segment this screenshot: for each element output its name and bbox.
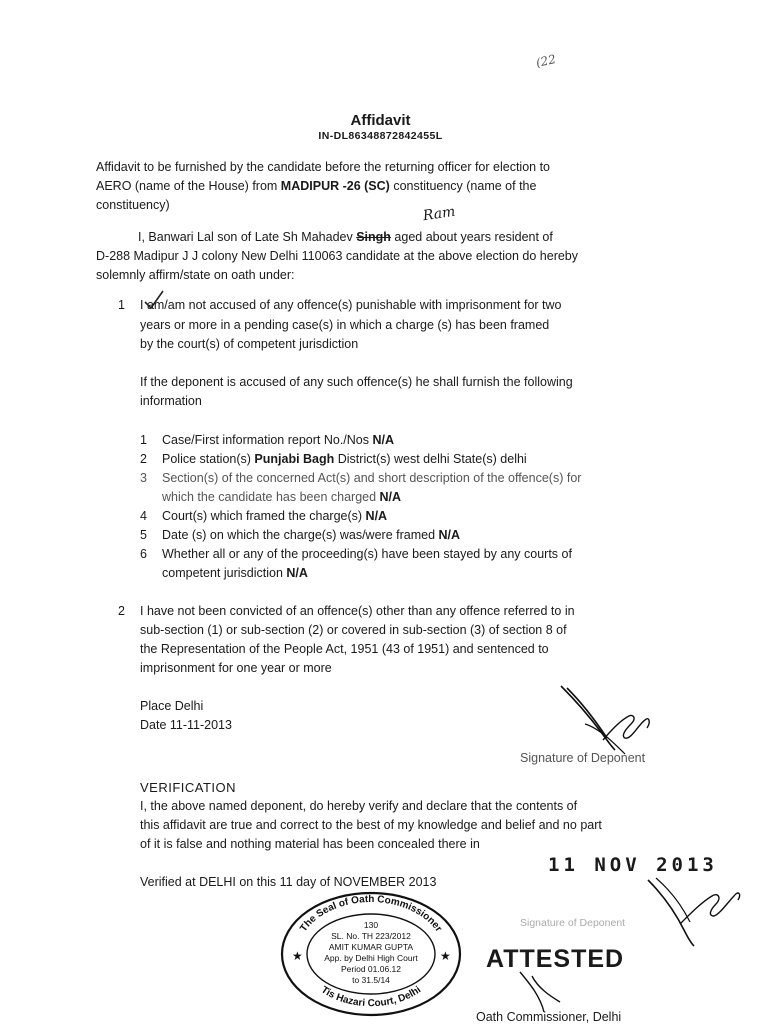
deponent-line-2: D-288 Madipur J J colony New Delhi 110063 candidate at the above election do hereby bbox=[96, 249, 579, 263]
date-stamp: 11 NOV 2013 bbox=[548, 854, 718, 876]
place-label: Place Delhi bbox=[140, 699, 204, 713]
subitem-text: Court(s) which framed the charge(s) bbox=[162, 509, 366, 523]
deponent-text-c: aged about years resident of bbox=[390, 230, 553, 244]
subitem-1 bbox=[140, 431, 394, 450]
item-1-condition-line-2: information bbox=[140, 394, 202, 408]
subitem-text-c: District(s) west delhi State(s) delhi bbox=[334, 452, 527, 466]
seal-line: to 31.5/14 bbox=[352, 975, 390, 985]
subitem-text: Case/First information report No./Nos bbox=[162, 433, 373, 447]
subitem-number: 4 bbox=[140, 509, 147, 523]
struck-word: Singh bbox=[356, 230, 391, 244]
deponent-line-3: solemnly affirm/state on oath under: bbox=[96, 268, 295, 282]
seal-star-left-icon: ★ bbox=[292, 949, 303, 963]
verification-heading: VERIFICATION bbox=[140, 780, 237, 795]
tick-mark-icon bbox=[142, 288, 166, 312]
subitem-6-continued bbox=[162, 564, 308, 583]
item-1-condition-line-1: If the deponent is accused of any such offence(s) he shall furnish the following bbox=[140, 375, 573, 389]
deponent-text-b: son of Late Sh Mahadev bbox=[213, 230, 357, 244]
seal-line: AMIT KUMAR GUPTA bbox=[328, 942, 414, 952]
deponent-name: Banwari Lal bbox=[148, 230, 214, 244]
page-title: Affidavit bbox=[350, 112, 411, 129]
subitem-text: Section(s) of the concerned Act(s) and short description of the offence(s) for bbox=[162, 471, 582, 485]
subitem-value: N/A bbox=[286, 566, 308, 580]
seal-ring-top: The Seal of Oath Commissioner bbox=[298, 894, 444, 935]
subitem-number: 5 bbox=[140, 528, 147, 542]
subitem-value: N/A bbox=[372, 433, 395, 447]
deponent-prefix: I, bbox=[138, 230, 149, 244]
seal-line: App. by Delhi High Court bbox=[324, 953, 418, 963]
intro-text-c: constituency (name of the bbox=[389, 179, 537, 193]
verification-line-2: this affidavit are true and correct to the best of my knowledge and belief and no part bbox=[140, 818, 602, 832]
item-1-line-3: by the court(s) of competent jurisdiction bbox=[140, 337, 359, 351]
subitem-text: Whether all or any of the proceeding(s) have been stayed by any courts of bbox=[162, 547, 572, 561]
deponent-signature-icon bbox=[555, 680, 665, 760]
signature-caption: Signature of Deponent bbox=[520, 751, 646, 765]
seal-ring-bottom: Tis Hazari Court, Delhi bbox=[318, 984, 424, 1010]
deponent-line-1 bbox=[138, 228, 553, 247]
seal-star-right-icon: ★ bbox=[440, 949, 451, 963]
oath-commissioner-seal-icon bbox=[278, 890, 464, 1018]
subitem-text: which the candidate has been charged bbox=[162, 490, 380, 504]
subitem-number: 2 bbox=[140, 452, 147, 466]
verification-signature-icon bbox=[640, 860, 750, 950]
stamp-reference-number: IN-DL86348872842455L bbox=[318, 130, 443, 142]
subitem-value: N/A bbox=[379, 490, 402, 504]
intro-line-2 bbox=[96, 177, 536, 196]
item-2-line-3: the Representation of the People Act, 1951 (43 of 1951) and sentenced to bbox=[140, 642, 549, 656]
subitem-text: Date (s) on which the charge(s) was/were framed bbox=[162, 528, 439, 542]
subitem-number: 1 bbox=[140, 433, 147, 447]
subitem-text: Police station(s) bbox=[162, 452, 255, 466]
constituency-name: MADIPUR -26 (SC) bbox=[280, 179, 390, 193]
subitem-4 bbox=[140, 507, 387, 526]
subitem-3 bbox=[140, 469, 581, 488]
corner-handwritten-mark: (22 bbox=[534, 52, 558, 70]
subitem-value: N/A bbox=[438, 528, 461, 542]
police-station-value: Punjabi Bagh bbox=[254, 452, 335, 466]
item-2-line-4: imprisonment for one year or more bbox=[140, 661, 332, 675]
verification-line-3: of it is false and nothing material has been concealed there in bbox=[140, 837, 480, 851]
intro-text-a: AERO (name of the House) from bbox=[96, 179, 281, 193]
item-1-line-1: I am/am not accused of any offence(s) punishable with imprisonment for two bbox=[140, 298, 562, 312]
svg-text:Tis Hazari Court, Delhi bbox=[319, 984, 423, 1009]
subitem-text: competent jurisdiction bbox=[162, 566, 287, 580]
item-2-number: 2 bbox=[118, 604, 125, 618]
signature-caption-2: Signature of Deponent bbox=[520, 917, 626, 929]
subitem-number: 3 bbox=[140, 471, 147, 485]
subitem-3-continued bbox=[162, 488, 401, 507]
date-label: Date 11-11-2013 bbox=[140, 718, 232, 732]
verified-at-line: Verified at DELHI on this 11 day of NOVEMBER 2013 bbox=[140, 875, 437, 889]
seal-line: SL. No. TH 223/2012 bbox=[331, 931, 411, 941]
attest-caption: Oath Commissioner, Delhi bbox=[476, 1010, 622, 1024]
intro-line-3: constituency) bbox=[96, 198, 170, 212]
intro-line-1: Affidavit to be furnished by the candidate before the returning officer for election to bbox=[96, 160, 550, 174]
subitem-5 bbox=[140, 526, 460, 545]
attested-stamp: ATTESTED bbox=[486, 945, 625, 973]
item-1-number: 1 bbox=[118, 298, 125, 312]
subitem-value: N/A bbox=[365, 509, 388, 523]
handwritten-insert: Ram bbox=[421, 203, 457, 225]
item-2-line-1: I have not been convicted of an offence(s) other than any offence referred to in bbox=[140, 604, 575, 618]
subitem-2 bbox=[140, 450, 527, 469]
seal-line: 130 bbox=[363, 920, 379, 930]
seal-line: Period 01.06.12 bbox=[340, 964, 402, 974]
subitem-number: 6 bbox=[140, 547, 147, 561]
item-2-line-2: sub-section (1) or sub-section (2) or covered in sub-section (3) of section 8 of bbox=[140, 623, 567, 637]
subitem-6 bbox=[140, 545, 572, 564]
verification-line-1: I, the above named deponent, do hereby verify and declare that the contents of bbox=[140, 799, 578, 813]
item-1-line-2: years or more in a pending case(s) in which a charge (s) has been framed bbox=[140, 318, 550, 332]
